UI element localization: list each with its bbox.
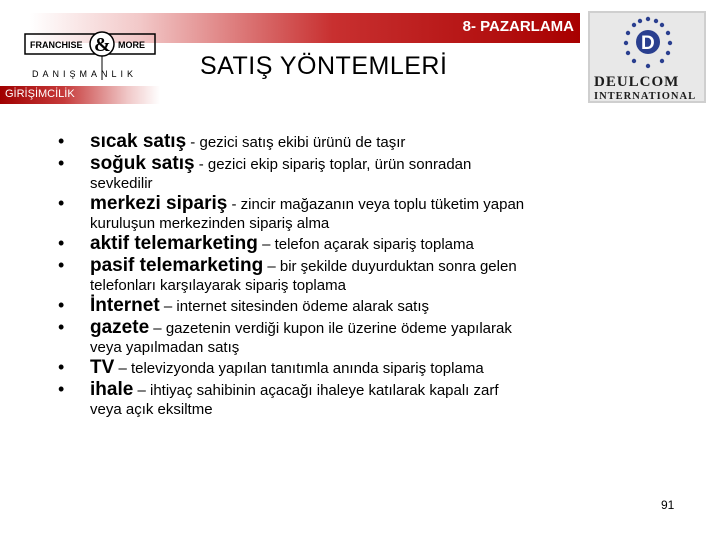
term: TV [90, 357, 115, 378]
logo-tagline: DANIŞMANLIK [32, 69, 138, 79]
term: soğuk satış [90, 153, 195, 174]
logo-right-word: MORE [118, 40, 145, 50]
list-item [58, 233, 698, 255]
franchise-more-logo-graphic [22, 30, 162, 85]
continuation: telefonları karşılayarak sipariş toplama [90, 277, 346, 294]
list-item [58, 255, 698, 295]
term: merkezi sipariş [90, 193, 228, 214]
bullet-icon: • [58, 379, 65, 399]
bullet-icon: • [58, 233, 65, 253]
subsection-label: GİRİŞİMCİLİK [5, 88, 75, 100]
description: – gazetenin verdiği kupon ile üzerine ödeme yapılarak [149, 320, 512, 337]
list-item [58, 131, 698, 153]
logo-ampersand: & [94, 34, 111, 56]
list-item [58, 153, 698, 193]
franchise-more-logo [22, 30, 162, 85]
page-number: 91 [661, 498, 675, 512]
bullet-icon: • [58, 131, 65, 151]
list-item [58, 295, 698, 317]
list-item [58, 193, 698, 233]
bullet-icon: • [58, 295, 65, 315]
description: - zincir mağazanın veya toplu tüketim yapan [227, 196, 525, 213]
logo-line2: INTERNATIONAL [594, 91, 697, 102]
section-label: 8- PAZARLAMA [462, 18, 574, 35]
bullet-icon: • [58, 357, 65, 377]
list-item [58, 317, 698, 357]
term: İnternet [90, 295, 160, 316]
continuation: kuruluşun merkezinden sipariş alma [90, 215, 330, 232]
continuation: sevkedilir [90, 175, 153, 192]
continuation: veya açık eksiltme [90, 401, 213, 418]
subsection-banner [0, 86, 160, 104]
description: - gezici satış ekibi ürünü de taşır [186, 134, 406, 151]
description: - gezici ekip sipariş toplar, ürün sonradan [194, 156, 472, 173]
deulcom-logo-graphic [588, 11, 706, 103]
bullet-list [58, 131, 698, 419]
term: aktif telemarketing [90, 233, 258, 254]
list-item [58, 357, 698, 379]
description: – ihtiyaç sahibinin açacağı ihaleye katılarak kapalı zarf [133, 382, 499, 399]
description: – internet sitesinden ödeme alarak satış [159, 298, 430, 315]
bullet-icon: • [58, 317, 65, 337]
logo-left-word: FRANCHISE [30, 40, 83, 50]
term: pasif telemarketing [90, 255, 264, 276]
list-item [58, 379, 698, 419]
term: sıcak satış [90, 131, 187, 152]
description: – televizyonda yapılan tanıtımla anında sipariş toplama [114, 360, 484, 377]
page-title: SATIŞ YÖNTEMLERİ [200, 52, 448, 80]
description: – bir şekilde duyurduktan sonra gelen [263, 258, 517, 275]
term: ihale [90, 379, 134, 400]
description: – telefon açarak sipariş toplama [257, 236, 474, 253]
continuation: veya yapılmadan satış [90, 339, 240, 356]
logo-line1: DEULCOM [594, 74, 680, 90]
logo-letter: D [641, 33, 655, 54]
bullet-icon: • [58, 255, 65, 275]
bullet-icon: • [58, 153, 65, 173]
deulcom-logo [588, 11, 706, 103]
term: gazete [90, 317, 150, 338]
bullet-icon: • [58, 193, 65, 213]
